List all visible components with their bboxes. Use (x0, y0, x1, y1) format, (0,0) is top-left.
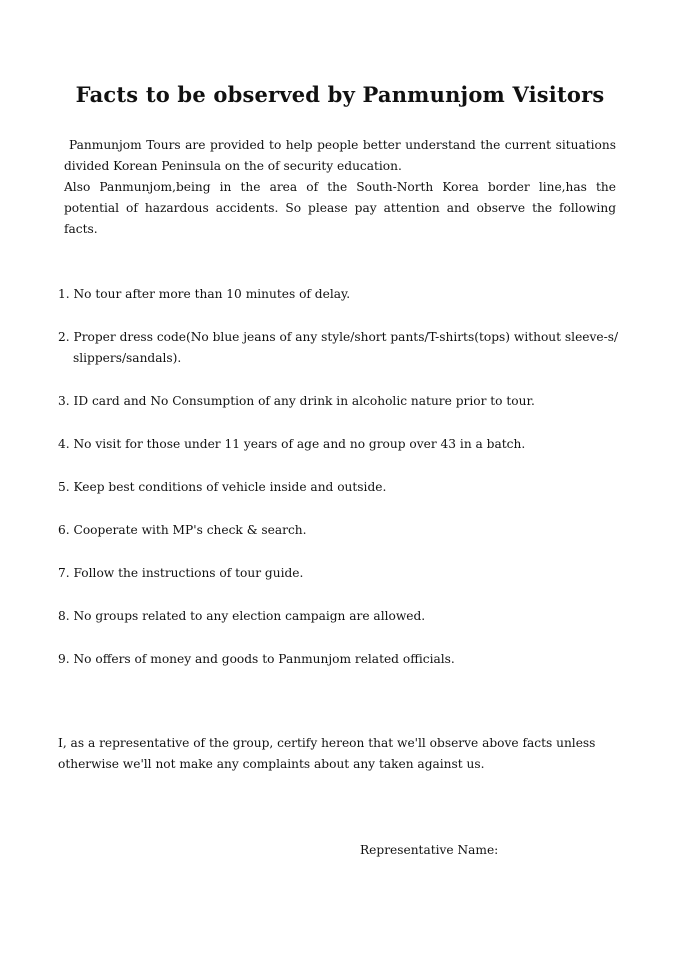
rule-text: Keep best conditions of vehicle inside and outside. (73, 480, 387, 494)
rule-text: ID card and No Consumption of any drink in alcoholic nature prior to tour. (73, 394, 535, 408)
rule-item-1 (58, 284, 624, 305)
rule-item-5 (58, 477, 624, 498)
signature-label: Representative Name: (360, 843, 499, 857)
page-title: Facts to be observed by Panmunjom Visitors (75, 82, 605, 107)
rule-text: No offers of money and goods to Panmunjom related officials. (73, 652, 455, 666)
rule-text: Cooperate with MP's check & search. (73, 523, 307, 537)
rule-text: No groups related to any election campaign are allowed. (73, 609, 426, 623)
intro-paragraph: Panmunjom Tours are provided to help people better understand the current situations divided Korean Peninsula on the of security education. (64, 138, 616, 173)
rule-text: Follow the instructions of tour guide. (73, 566, 304, 580)
rule-number: 6. (58, 523, 70, 537)
rule-item-9 (58, 649, 624, 670)
rules-list (58, 284, 624, 692)
rule-item-6 (58, 520, 624, 541)
rule-text: No tour after more than 10 minutes of delay. (73, 287, 351, 301)
rule-number: 9. (58, 652, 70, 666)
rule-number: 3. (58, 394, 70, 408)
rule-item-2 (58, 327, 624, 369)
rule-number: 4. (58, 437, 70, 451)
certification-statement: I, as a representative of the group, certify hereon that we'll observe above facts unless otherwise we'll not make any complaints about any taken against us. (58, 736, 596, 771)
rule-item-3 (58, 391, 624, 412)
rule-text: Proper dress code(No blue jeans of any style/short pants/T-shirts(tops) without sleeve-s/ slippers/sandals). (73, 330, 619, 365)
rule-text: No visit for those under 11 years of age and no group over 43 in a batch. (73, 437, 526, 451)
rule-number: 8. (58, 609, 70, 623)
rule-number: 7. (58, 566, 70, 580)
intro-section (64, 135, 616, 240)
intro-paragraph: Also Panmunjom,being in the area of the South-North Korea border line,has the potential of hazardous accidents. So please pay attention and observe the following facts. (64, 180, 616, 236)
rule-number: 2. (58, 330, 70, 344)
rule-number: 5. (58, 480, 70, 494)
rule-item-7 (58, 563, 624, 584)
rule-number: 1. (58, 287, 70, 301)
rule-item-8 (58, 606, 624, 627)
rule-item-4 (58, 434, 624, 455)
